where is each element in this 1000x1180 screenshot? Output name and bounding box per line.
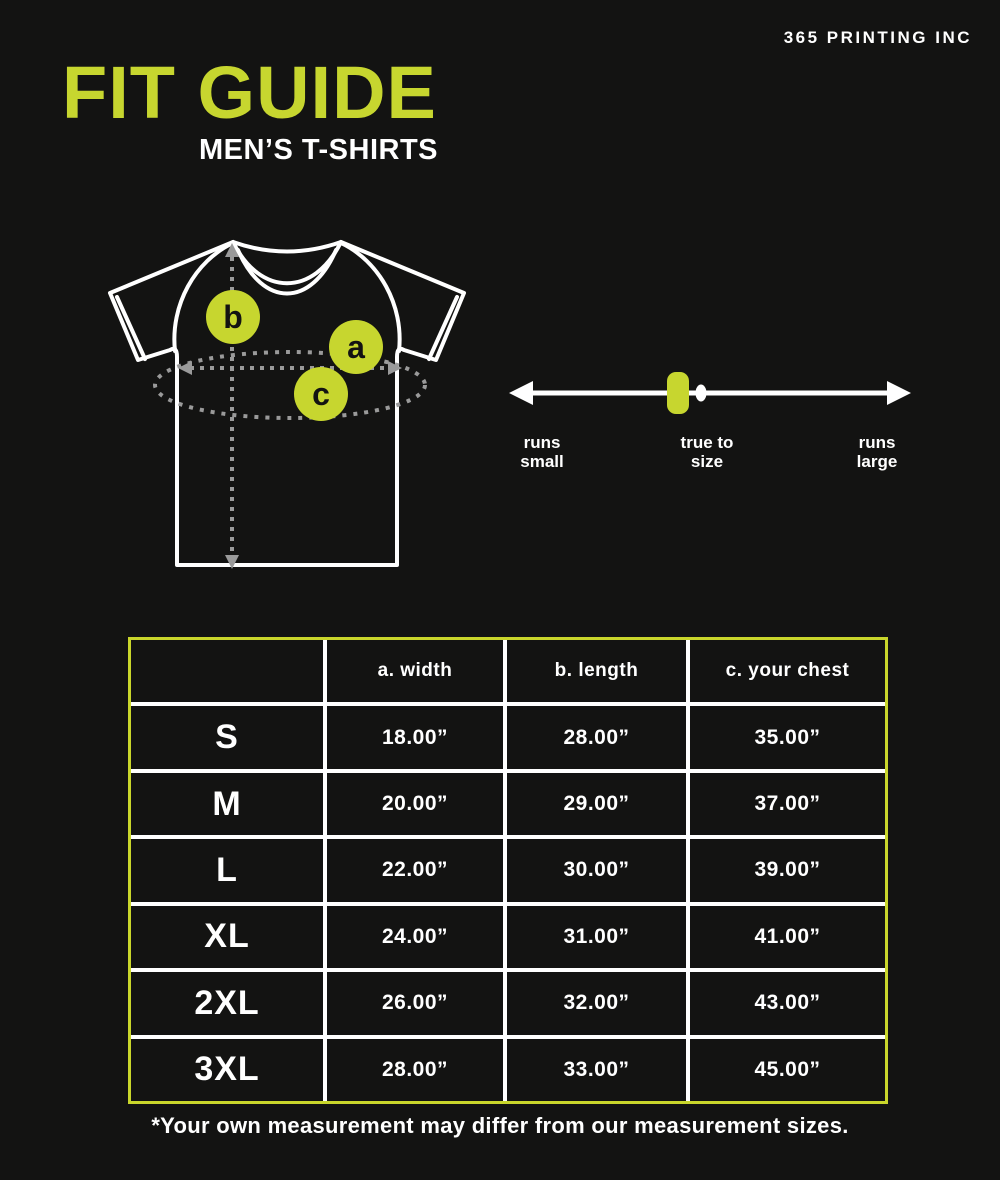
- table-cell: 20.00”: [327, 773, 503, 835]
- chest-guide-ellipse: [155, 352, 425, 418]
- scale-arrow-left: [509, 381, 533, 405]
- table-cell: 26.00”: [327, 972, 503, 1034]
- page-title: FIT GUIDE: [62, 51, 437, 134]
- table-cell: 30.00”: [507, 839, 686, 901]
- scale-label-line: runs: [523, 433, 561, 452]
- table-cell: 24.00”: [327, 906, 503, 968]
- table-cell: 35.00”: [690, 706, 885, 768]
- back-neckline: [233, 242, 341, 252]
- measurement-disclaimer: *Your own measurement may differ from our measurement sizes.: [151, 1113, 849, 1138]
- row-label-xl: XL: [131, 906, 323, 968]
- column-header-length: b. length: [507, 640, 686, 702]
- row-label-2xl: 2XL: [131, 972, 323, 1034]
- fit-scale-diagram: [505, 365, 915, 425]
- marker-c-label: c: [312, 376, 330, 412]
- brand-name: 365 PRINTING INC: [783, 28, 972, 47]
- column-header-chest: c. your chest: [690, 640, 885, 702]
- scale-label-runs-large: [835, 433, 919, 471]
- marker-a-label: a: [347, 329, 365, 365]
- table-cell: 28.00”: [507, 706, 686, 768]
- scale-label-line: small: [520, 452, 564, 472]
- column-header-width: a. width: [327, 640, 503, 702]
- scale-arrow-right: [887, 381, 911, 405]
- scale-label-true-to-size: [647, 433, 767, 471]
- scale-label-runs-small: [500, 433, 584, 471]
- scale-tick-dot: [696, 385, 707, 402]
- table-cell: 32.00”: [507, 972, 686, 1034]
- right-cuff-seam: [429, 297, 457, 359]
- title-block: [62, 51, 438, 167]
- table-cell: 31.00”: [507, 906, 686, 968]
- marker-b-label: b: [223, 299, 243, 335]
- scale-label-line: true to: [680, 433, 734, 452]
- table-cell: 29.00”: [507, 773, 686, 835]
- collar-band-inner: [238, 250, 336, 294]
- scale-marker: [667, 372, 689, 414]
- tshirt-outline: [110, 242, 464, 565]
- table-cell: 45.00”: [690, 1039, 885, 1101]
- table-cell: 39.00”: [690, 839, 885, 901]
- table-cell: 18.00”: [327, 706, 503, 768]
- table-cell: 43.00”: [690, 972, 885, 1034]
- size-table: [128, 637, 888, 1104]
- scale-label-line: size: [690, 452, 724, 472]
- scale-label-line: runs: [858, 433, 896, 452]
- table-cell: 28.00”: [327, 1039, 503, 1101]
- table-corner-cell: [131, 640, 323, 702]
- left-cuff-seam: [117, 297, 145, 359]
- table-cell: 22.00”: [327, 839, 503, 901]
- fit-scale-arrow: [509, 381, 911, 405]
- table-cell: 33.00”: [507, 1039, 686, 1101]
- scale-label-line: large: [856, 452, 898, 472]
- row-label-m: M: [131, 773, 323, 835]
- page-subtitle: MEN’S T-SHIRTS: [198, 134, 438, 166]
- row-label-s: S: [131, 706, 323, 768]
- table-cell: 41.00”: [690, 906, 885, 968]
- row-label-l: L: [131, 839, 323, 901]
- table-cell: 37.00”: [690, 773, 885, 835]
- tshirt-measurement-diagram: [100, 233, 470, 578]
- row-label-3xl: 3XL: [131, 1039, 323, 1101]
